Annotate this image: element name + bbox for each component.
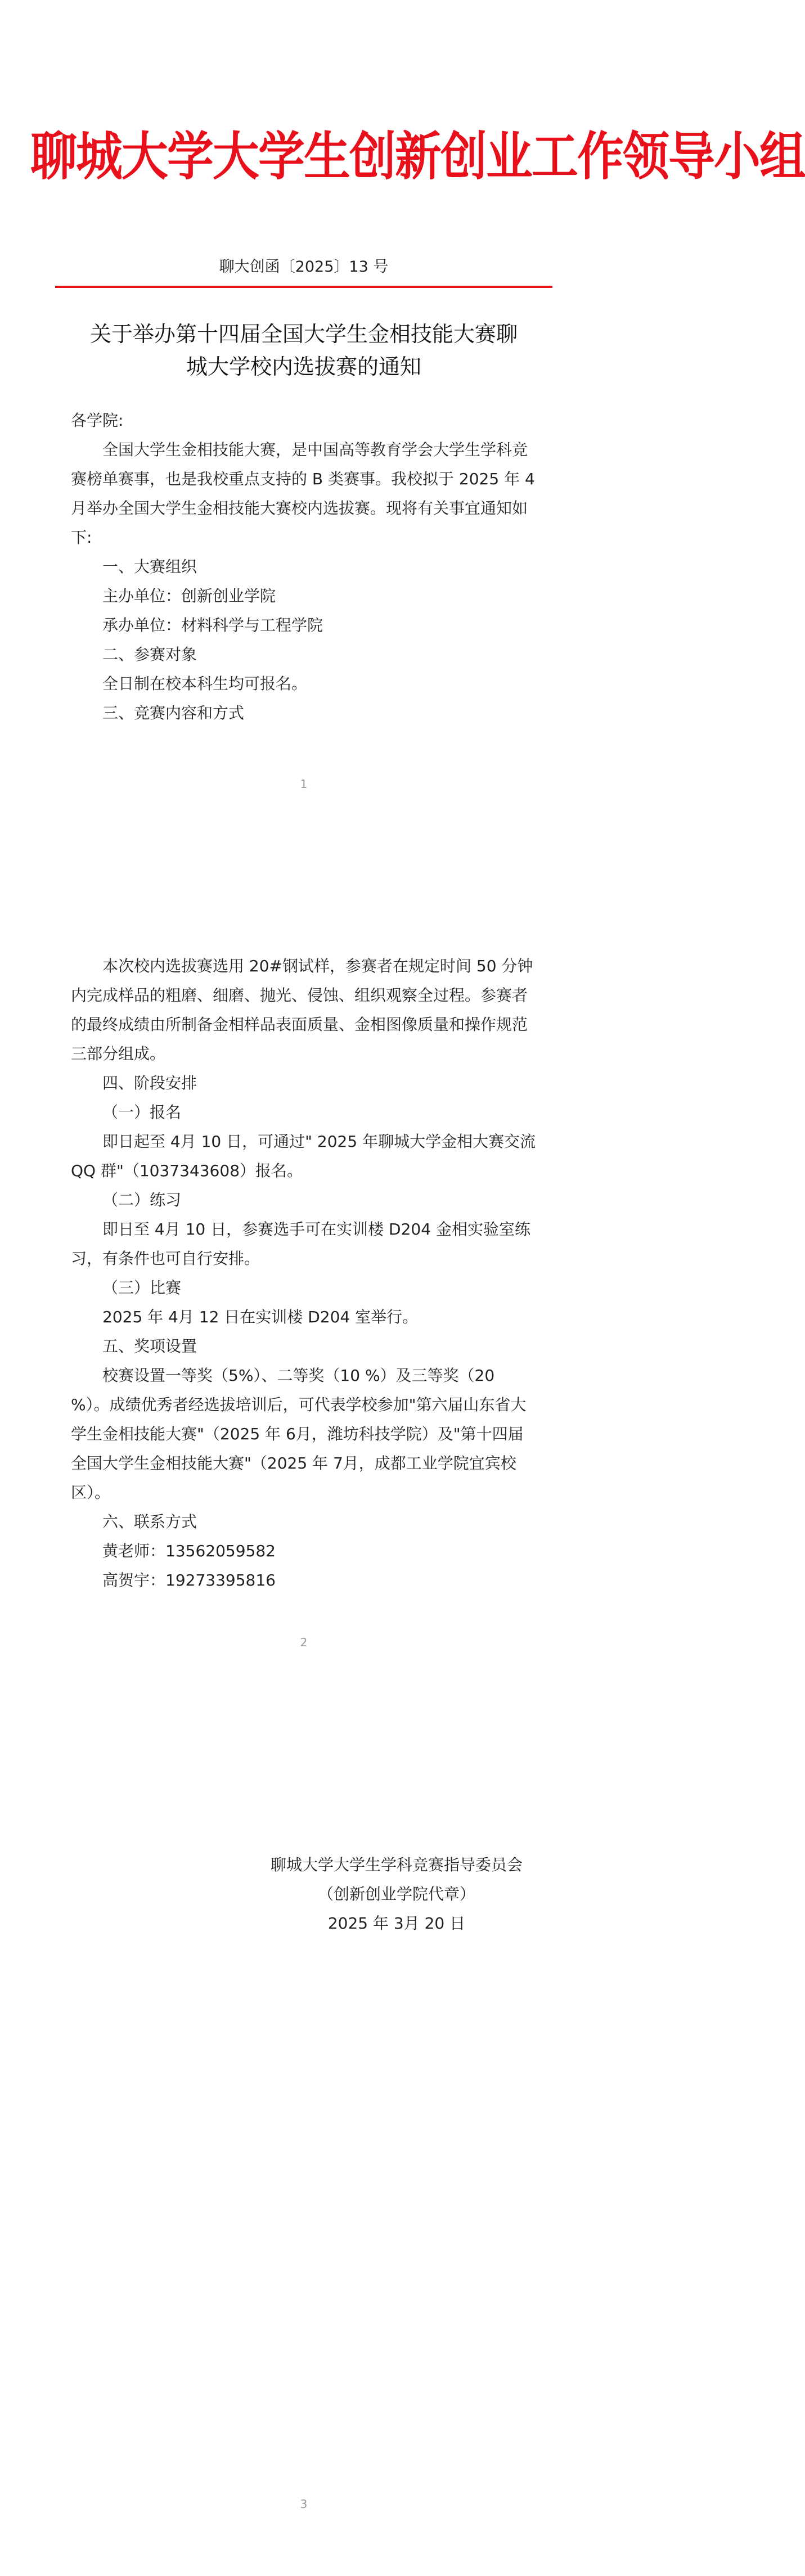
registration-text: 即日起至 4月 10 日，可通过" 2025 年聊城大学金相大赛交流 QQ 群"（1037343608）报名。 [71,1132,536,1180]
practice-text: 即日至 4月 10 日，参赛选手可在实训楼 D204 金相实验室练习，有条件也可自行安排。 [71,1220,530,1268]
page-number-2: 2 [300,1636,308,1649]
signature-proxy-seal: （创新创业学院代章） [317,1885,475,1903]
section-5-heading: 五、奖项设置 [102,1337,197,1355]
notice-title-line-2: 城大学校内选拔赛的通知 [186,354,421,379]
org-header-title: 聊城大学大学生创新创业工作领导小组 [30,127,805,187]
awards-text: 校赛设置一等奖（5%）、二等奖（10 %）及三等奖（20 %）。成绩优秀者经选拔培训后，可代表学校参加"第六届山东省大学生金相技能大赛"（2025 年 6月，潍坊科技学院）及"第十四届全国大学生金相技能大赛"（2025 年 7月，成都工业学院宜宾校区）。 [71,1366,527,1502]
section-3-heading: 三、竞赛内容和方式 [102,704,245,722]
organizer-unit: 承办单位：材料科学与工程学院 [102,616,323,634]
notice-title [73,318,534,383]
eligibility-text: 全日制在校本科生均可报名。 [102,674,308,693]
competition-heading: （三）比赛 [102,1278,182,1297]
signature-date: 2025 年 3月 20 日 [327,1914,466,1933]
page-2-body [71,952,538,1595]
page-1-body [71,435,538,728]
page-number-3: 3 [300,2497,308,2511]
salutation: 各学院: [71,411,124,430]
practice-heading: （二）练习 [102,1191,182,1209]
section-6-heading: 六、联系方式 [102,1512,197,1531]
section-2-heading: 二、参赛对象 [102,645,197,664]
red-divider-line [55,286,552,288]
signature-committee: 聊城大学大学生学科竞赛指导委员会 [270,1856,523,1874]
intro-paragraph: 全国大学生金相技能大赛，是中国高等教育学会大学生学科竞赛榜单赛事，也是我校重点支持的 B 类赛事。我校拟于 2025 年 4月举办全国大学生金相技能大赛校内选拔赛。现将有关事宜通知如下: [71,440,535,547]
section-1-heading: 一、大赛组织 [102,557,197,576]
competition-text: 2025 年 4月 12 日在实训楼 D204 室举行。 [102,1308,419,1326]
document-number: 聊大创函〔2025〕13 号 [219,258,389,276]
registration-heading: （一）报名 [102,1103,182,1122]
host-unit: 主办单位：创新创业学院 [102,587,276,605]
contact-2: 高贺宇：19273395816 [102,1571,276,1589]
signature-block [236,1850,557,1938]
section-4-heading: 四、阶段安排 [102,1074,197,1092]
page-number-1: 1 [300,777,308,791]
competition-content-text: 本次校内选拔赛选用 20#钢试样，参赛者在规定时间 50 分钟内完成样品的粗磨、细磨、抛光、侵蚀、组织观察全过程。参赛者的最终成绩由所制备金相样品表面质量、金相图像质量和操作规范三部分组成。 [71,957,533,1063]
contact-1: 黄老师：13562059582 [102,1542,276,1560]
notice-title-line-1: 关于举办第十四届全国大学生金相技能大赛聊 [89,322,518,346]
